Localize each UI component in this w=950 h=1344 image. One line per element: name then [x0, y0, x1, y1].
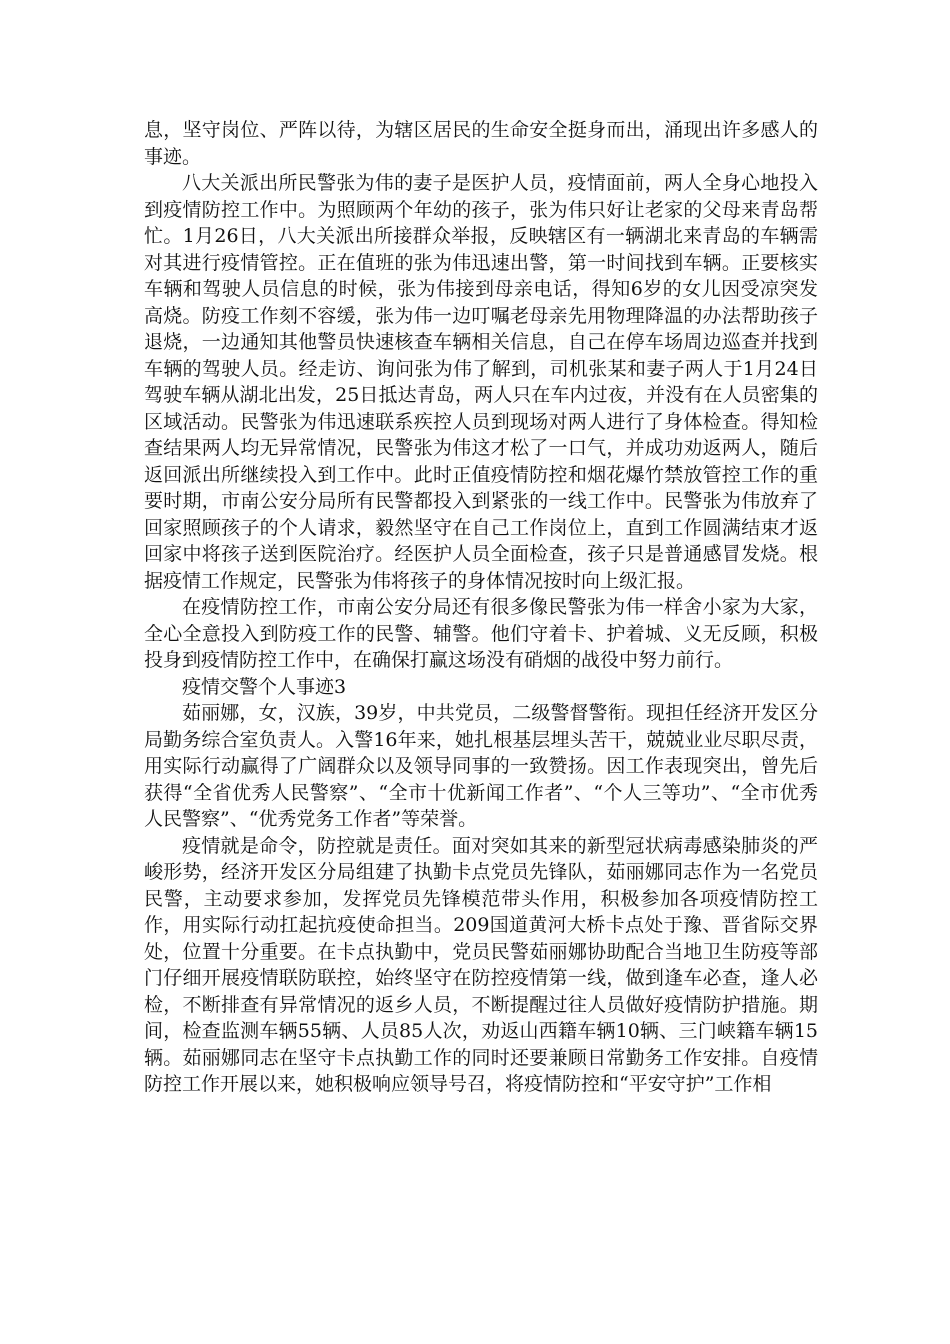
document-body	[144, 117, 818, 1098]
paragraph-ru-lina-profile: 茹丽娜，女，汉族，39岁，中共党员，二级警督警衔。现担任经济开发区分局勤务综合室负责人。入警16年来，她扎根基层埋头苦干，兢兢业业尽职尽责，用实际行动赢得了广阔群众以及领导同事的一致赞扬。因工作表现突出，曾先后获得“全省优秀人民警察”、“全市十优新闻工作者”、“个人三等功”、“全市优秀人民警察”、“优秀党务工作者”等荣誉。	[144, 702, 818, 830]
paragraph-ru-lina-checkpoint: 疫情就是命令，防控就是责任。面对突如其来的新型冠状病毒感染肺炎的严峻形势，经济开发区分局组建了执勤卡点党员先锋队，茹丽娜同志作为一名党员民警，主动要求参加，发挥党员先锋模范带头作用，积极参加各项疫情防控工作，用实际行动扛起抗疫使命担当。209国道黄河大桥卡点处于豫、晋省际交界处，位置十分重要。在卡点执勤中，党员民警茹丽娜协助配合当地卫生防疫等部门仔细开展疫情联防联控，始终坚守在防控疫情第一线，做到逢车必查，逢人必检，不断排查有异常情况的返乡人员，不断提醒过往人员做好疫情防护措施。期间，检查监测车辆55辆、人员85人次，劝返山西籍车辆10辆、三门峡籍车辆15辆。茹丽娜同志在坚守卡点执勤工作的同时还要兼顾日常勤务工作安排。自疫情防控工作开展以来，她积极响应领导号召，将疫情防控和“平安守护”工作相	[144, 834, 818, 1095]
paragraph-shinan-summary: 在疫情防控工作，市南公安分局还有很多像民警张为伟一样舍小家为大家，全心全意投入到防疫工作的民警、辅警。他们守着卡、护着城、义无反顾，积极投身到疫情防控工作中，在确保打赢这场没有硝烟的战役中努力前行。	[144, 596, 818, 671]
section-heading: 疫情交警个人事迹3	[182, 675, 347, 698]
paragraph-zhang-weiwei-story: 八大关派出所民警张为伟的妻子是医护人员，疫情面前，两人全身心地投入到疫情防控工作中。为照顾两个年幼的孩子，张为伟只好让老家的父母来青岛帮忙。1月26日，八大关派出所接群众举报，反映辖区有一辆湖北来青岛的车辆需对其进行疫情管控。正在值班的张为伟迅速出警，第一时间找到车辆。正要核实车辆和驾驶人员信息的时候，张为伟接到母亲电话，得知6岁的女儿因受凉突发高烧。防疫工作刻不容缓，张为伟一边叮嘱老母亲先用物理降温的办法帮助孩子退烧，一边通知其他警员快速核查车辆相关信息，自己在停车场周边巡查并找到车辆的驾驶人员。经走访、询问张为伟了解到，司机张某和妻子两人于1月24日驾驶车辆从湖北出发，25日抵达青岛，两人只在车内过夜，并没有在人员密集的区域活动。民警张为伟迅速联系疾控人员到现场对两人进行了身体检查。得知检查结果两人均无异常情况，民警张为伟这才松了一口气，并成功劝返两人，随后返回派出所继续投入到工作中。此时正值疫情防控和烟花爆竹禁放管控工作的重要时期，市南公安分局所有民警都投入到紧张的一线工作中。民警张为伟放弃了回家照顾孩子的个人请求，毅然坚守在自己工作岗位上，直到工作圆满结束才返回家中将孩子送到医院治疗。经医护人员全面检查，孩子只是普通感冒发烧。根据疫情工作规定，民警张为伟将孩子的身体情况按时向上级汇报。	[144, 172, 818, 592]
paragraph-continuation: 息，坚守岗位、严阵以待，为辖区居民的生命安全挺身而出，涌现出许多感人的事迹。	[144, 119, 818, 168]
